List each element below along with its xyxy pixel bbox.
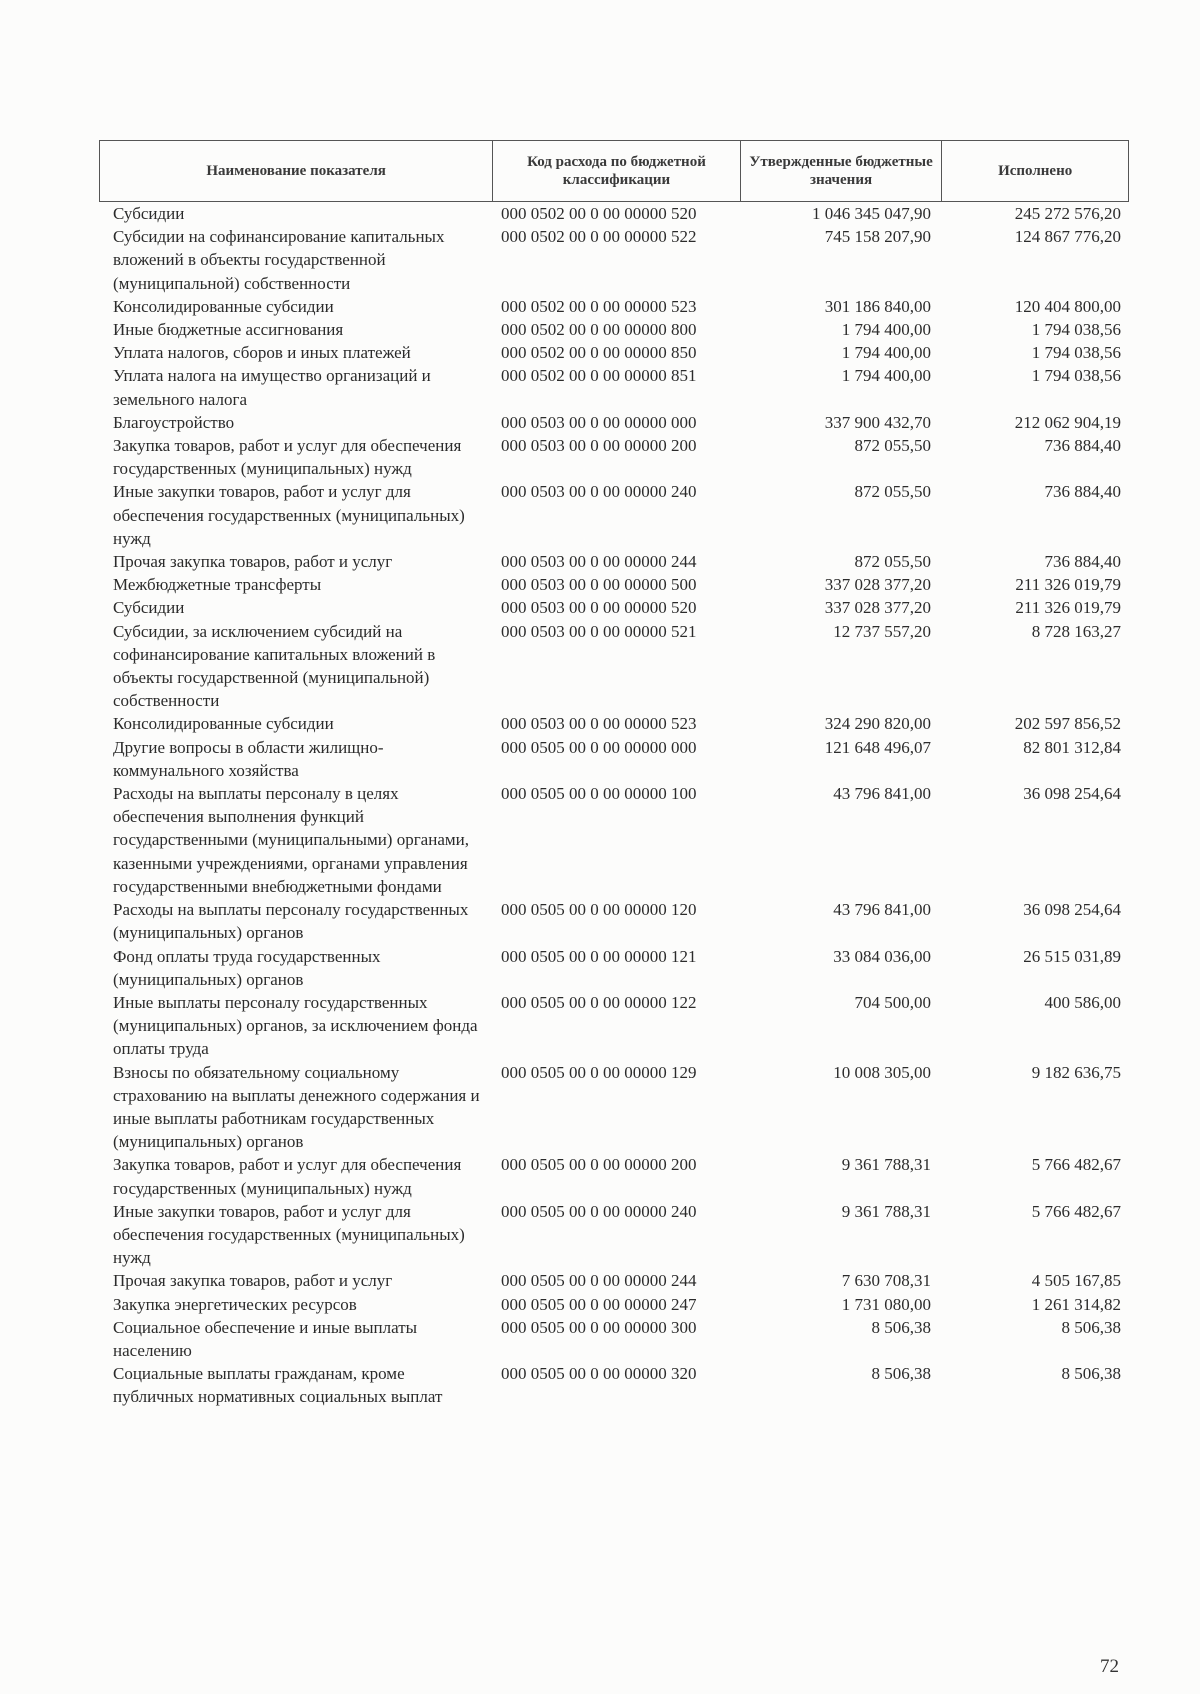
row-approved: 1 046 345 047,90 — [812, 204, 931, 223]
row-approved: 9 361 788,31 — [841, 1201, 931, 1221]
table-row — [99, 1269, 1129, 1292]
row-code: 000 0505 00 0 00 00000 120 — [501, 900, 697, 920]
row-approved: 337 028 377,20 — [824, 598, 931, 618]
row-executed: 1 794 038,56 — [1031, 320, 1121, 340]
row-code: 000 0505 00 0 00 00000 244 — [501, 1271, 697, 1291]
row-code: 000 0503 00 0 00 00000 240 — [501, 482, 697, 502]
row-approved: 324 290 820,00 — [824, 714, 931, 734]
table-row — [99, 202, 1129, 225]
row-code: 000 0503 00 0 00 00000 200 — [501, 436, 697, 456]
row-approved: 8 506,38 — [871, 1317, 931, 1337]
row-executed: 1 794 038,56 — [1031, 366, 1121, 386]
table-row — [99, 573, 1129, 596]
row-approved: 745 158 207,90 — [824, 227, 931, 247]
table-row — [99, 1200, 1129, 1270]
row-code: 000 0502 00 0 00 00000 522 — [501, 227, 697, 247]
table-header — [99, 140, 1129, 202]
row-name: Закупка товаров, работ и услуг для обеспечения государственных (муниципальных) нужд — [113, 1155, 462, 1198]
row-approved: 1 731 080,00 — [841, 1294, 931, 1314]
row-name: Субсидии — [113, 598, 185, 618]
table-row — [99, 480, 1129, 550]
row-name: Консолидированные субсидии — [113, 714, 334, 734]
row-code: 000 0505 00 0 00 00000 129 — [501, 1062, 697, 1082]
row-name: Иные выплаты персоналу государственных (муниципальных) органов, за исключением фонда оплаты труда — [113, 992, 478, 1059]
table-row — [99, 736, 1129, 782]
row-executed: 36 098 254,64 — [1023, 900, 1121, 920]
row-name: Уплата налогов, сборов и иных платежей — [113, 343, 411, 363]
row-executed: 8 506,38 — [1061, 1364, 1121, 1384]
row-name: Уплата налога на имущество организаций и земельного налога — [113, 366, 431, 409]
row-name: Прочая закупка товаров, работ и услуг — [113, 1271, 393, 1291]
row-executed: 400 586,00 — [1044, 992, 1121, 1012]
table-row — [99, 991, 1129, 1061]
table-row — [99, 411, 1129, 434]
header-code: Код расхода по бюджетной классификации — [493, 141, 741, 201]
row-approved: 704 500,00 — [854, 992, 931, 1012]
table-row — [99, 712, 1129, 735]
table-row — [99, 1061, 1129, 1154]
row-executed: 124 867 776,20 — [1014, 227, 1121, 247]
row-name: Субсидии, за исключением субсидий на софинансирование капитальных вложений в объекты государственной (муниципальной) собственности — [113, 621, 436, 711]
row-name: Расходы на выплаты персоналу в целях обеспечения выполнения функций государственными (муниципальными) органами, казенными учреждениями, органами управления государственными внебюджетными фондами — [113, 784, 469, 896]
row-name: Межбюджетные трансферты — [113, 575, 322, 595]
row-approved: 43 796 841,00 — [833, 784, 931, 804]
row-approved: 1 794 400,00 — [841, 320, 931, 340]
row-code: 000 0503 00 0 00 00000 000 — [501, 412, 697, 432]
row-code: 000 0502 00 0 00 00000 800 — [501, 320, 697, 340]
table-row — [99, 364, 1129, 410]
row-approved: 872 055,50 — [854, 552, 931, 572]
table-row — [99, 782, 1129, 898]
row-executed: 4 505 167,85 — [1031, 1271, 1121, 1291]
page-number: 72 — [1100, 1656, 1119, 1677]
row-executed: 120 404 800,00 — [1014, 296, 1121, 316]
row-code: 000 0505 00 0 00 00000 300 — [501, 1317, 697, 1337]
row-executed: 1 261 314,82 — [1031, 1294, 1121, 1314]
row-executed: 82 801 312,84 — [1023, 737, 1121, 757]
row-name: Субсидии — [113, 204, 185, 223]
row-code: 000 0505 00 0 00 00000 200 — [501, 1155, 697, 1175]
table-row — [99, 295, 1129, 318]
row-approved: 1 794 400,00 — [841, 366, 931, 386]
table-row — [99, 434, 1129, 480]
table-row — [99, 225, 1129, 295]
row-code: 000 0505 00 0 00 00000 000 — [501, 737, 697, 757]
row-name: Взносы по обязательному социальному страхованию на выплаты денежного содержания и иные выплаты работникам государственных (муниципальных) органов — [113, 1062, 480, 1152]
table-row — [99, 550, 1129, 573]
row-executed: 8 506,38 — [1061, 1317, 1121, 1337]
row-executed: 5 766 482,67 — [1031, 1155, 1121, 1175]
row-name: Иные закупки товаров, работ и услуг для обеспечения государственных (муниципальных) нужд — [113, 482, 465, 548]
row-name: Фонд оплаты труда государственных (муниципальных) органов — [113, 946, 381, 989]
row-executed: 736 884,40 — [1044, 552, 1121, 572]
row-code: 000 0505 00 0 00 00000 121 — [501, 946, 697, 966]
row-name: Социальное обеспечение и иные выплаты населению — [113, 1317, 418, 1360]
row-approved: 121 648 496,07 — [824, 737, 931, 757]
table-row — [99, 898, 1129, 944]
row-approved: 872 055,50 — [854, 436, 931, 456]
row-name: Иные закупки товаров, работ и услуг для обеспечения государственных (муниципальных) нужд — [113, 1201, 465, 1268]
row-name: Закупка энергетических ресурсов — [113, 1294, 357, 1314]
row-name: Субсидии на софинансирование капитальных вложений в объекты государственной (муниципальной) собственности — [113, 227, 445, 293]
table-row — [99, 318, 1129, 341]
table-row — [99, 1316, 1129, 1362]
row-approved: 7 630 708,31 — [841, 1271, 931, 1291]
table-body — [99, 202, 1129, 1409]
row-code: 000 0505 00 0 00 00000 240 — [501, 1201, 697, 1221]
row-name: Другие вопросы в области жилищно-коммунального хозяйства — [113, 737, 384, 780]
row-executed: 8 728 163,27 — [1031, 621, 1121, 641]
row-name: Благоустройство — [113, 412, 235, 432]
row-approved: 10 008 305,00 — [833, 1062, 931, 1082]
row-code: 000 0503 00 0 00 00000 500 — [501, 575, 697, 595]
row-code: 000 0502 00 0 00 00000 851 — [501, 366, 697, 386]
row-code: 000 0505 00 0 00 00000 247 — [501, 1294, 697, 1314]
row-code: 000 0502 00 0 00 00000 850 — [501, 343, 697, 363]
row-approved: 337 900 432,70 — [824, 412, 931, 432]
table-row — [99, 596, 1129, 619]
row-approved: 33 084 036,00 — [833, 946, 931, 966]
row-executed: 211 326 019,79 — [1015, 598, 1121, 618]
table-row — [99, 341, 1129, 364]
header-executed: Исполнено — [998, 163, 1073, 179]
row-executed: 736 884,40 — [1044, 436, 1121, 456]
row-executed: 9 182 636,75 — [1031, 1062, 1121, 1082]
table-row — [99, 1153, 1129, 1199]
row-code: 000 0505 00 0 00 00000 320 — [501, 1364, 697, 1384]
row-code: 000 0503 00 0 00 00000 244 — [501, 552, 697, 572]
header-name: Наименование показателя — [100, 141, 493, 201]
budget-table — [99, 140, 1129, 1409]
row-code: 000 0505 00 0 00 00000 122 — [501, 992, 697, 1012]
row-code: 000 0502 00 0 00 00000 520 — [501, 204, 697, 223]
row-executed: 5 766 482,67 — [1031, 1201, 1121, 1221]
table-row — [99, 1362, 1129, 1408]
row-executed: 26 515 031,89 — [1023, 946, 1121, 966]
row-code: 000 0503 00 0 00 00000 521 — [501, 621, 697, 641]
row-name: Расходы на выплаты персоналу государственных (муниципальных) органов — [113, 900, 469, 943]
row-approved: 301 186 840,00 — [824, 296, 931, 316]
row-name: Прочая закупка товаров, работ и услуг — [113, 552, 393, 572]
row-name: Консолидированные субсидии — [113, 296, 334, 316]
row-approved: 872 055,50 — [854, 482, 931, 502]
row-code: 000 0505 00 0 00 00000 100 — [501, 784, 697, 804]
row-approved: 8 506,38 — [871, 1364, 931, 1384]
row-name: Социальные выплаты гражданам, кроме публичных нормативных социальных выплат — [113, 1364, 443, 1407]
header-approved: Утвержденные бюджетные значения — [741, 141, 943, 201]
row-executed: 36 098 254,64 — [1023, 784, 1121, 804]
row-executed: 245 272 576,20 — [1014, 204, 1121, 223]
row-executed: 211 326 019,79 — [1015, 575, 1121, 595]
row-executed: 736 884,40 — [1044, 482, 1121, 502]
row-executed: 1 794 038,56 — [1031, 343, 1121, 363]
row-name: Иные бюджетные ассигнования — [113, 320, 344, 340]
row-name: Закупка товаров, работ и услуг для обеспечения государственных (муниципальных) нужд — [113, 436, 462, 479]
row-approved: 43 796 841,00 — [833, 900, 931, 920]
row-executed: 202 597 856,52 — [1014, 714, 1121, 734]
row-approved: 337 028 377,20 — [824, 575, 931, 595]
row-code: 000 0503 00 0 00 00000 520 — [501, 598, 697, 618]
row-approved: 1 794 400,00 — [841, 343, 931, 363]
row-approved: 12 737 557,20 — [833, 621, 931, 641]
row-code: 000 0502 00 0 00 00000 523 — [501, 296, 697, 316]
row-approved: 9 361 788,31 — [841, 1155, 931, 1175]
row-code: 000 0503 00 0 00 00000 523 — [501, 714, 697, 734]
table-row — [99, 1293, 1129, 1316]
table-row — [99, 945, 1129, 991]
row-executed: 212 062 904,19 — [1014, 412, 1121, 432]
table-row — [99, 620, 1129, 713]
